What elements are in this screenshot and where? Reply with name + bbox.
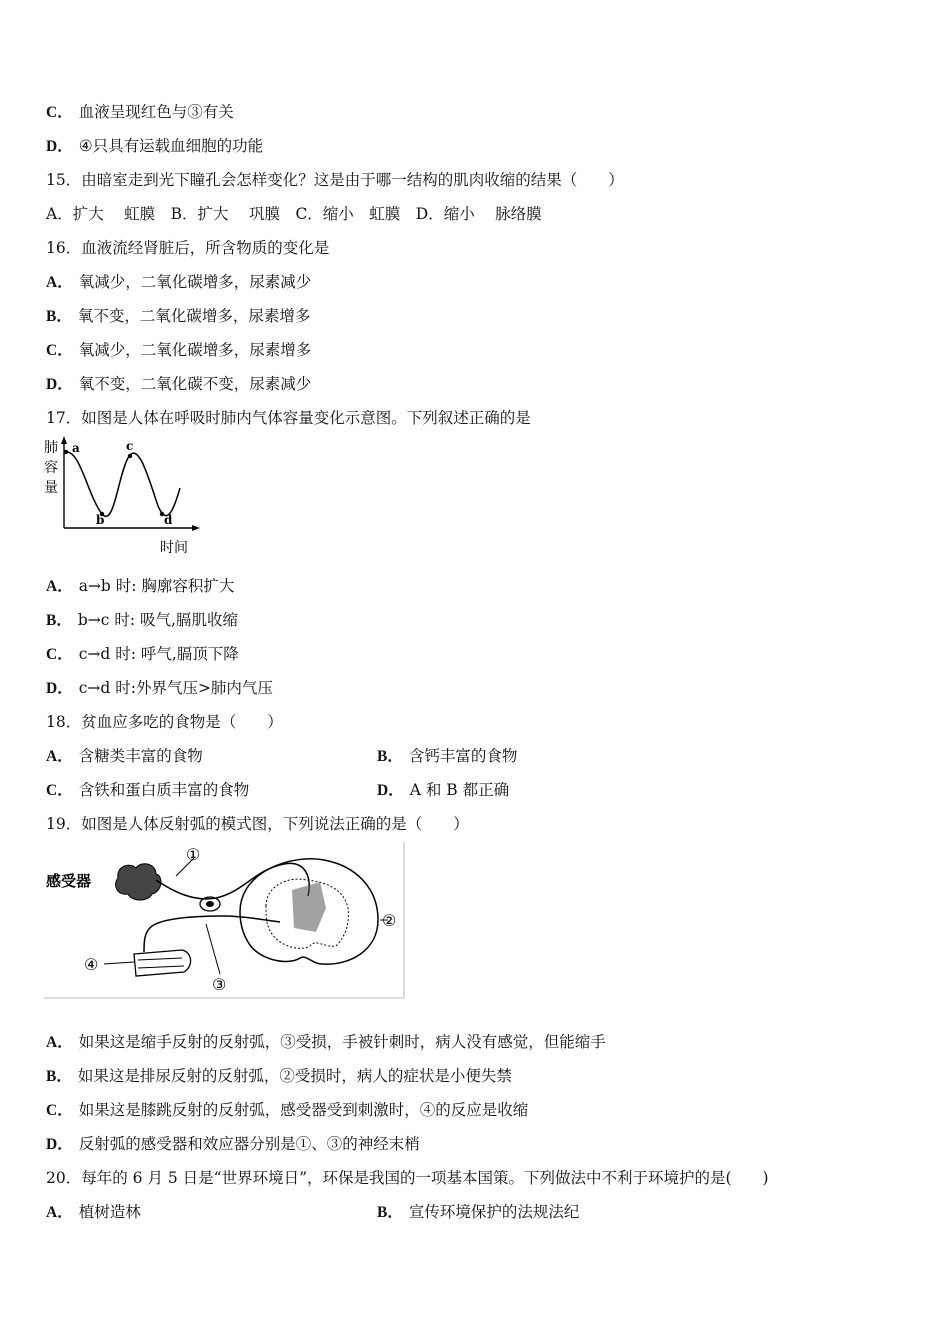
option-label: B．	[46, 1068, 72, 1085]
option-text: 反射弧的感受器和效应器分别是①、③的神经末梢	[78, 1135, 420, 1153]
option-text: 宣传环境保护的法规法纪	[408, 1203, 580, 1221]
option-label: D．	[377, 782, 404, 799]
option-label: B．	[377, 748, 403, 765]
option-text: 氧减少，二氧化碳增多，尿素增多	[78, 341, 312, 359]
option-text: b→c 时: 吸气,膈肌收缩	[77, 611, 238, 629]
grey-matter-shading	[292, 882, 326, 932]
q15-stem: 15．由暗室走到光下瞳孔会怎样变化？这是由于哪一结构的肌肉收缩的结果（ ）	[46, 171, 624, 189]
effector-shape	[134, 950, 191, 976]
option-text: 含铁和蛋白质丰富的食物	[78, 781, 250, 799]
point-a-label: a	[72, 441, 80, 455]
mark-2: ②	[382, 911, 397, 930]
pointer-4	[104, 962, 134, 964]
option-text: 血液呈现红色与③有关	[78, 103, 234, 121]
q18-option-a	[46, 746, 203, 767]
q19-option-c	[46, 1100, 528, 1121]
option-label: C．	[46, 646, 73, 663]
option-label: A．	[46, 1034, 73, 1051]
q17-stem: 17．如图是人体在呼吸时肺内气体容量变化示意图。下列叙述正确的是	[46, 409, 531, 427]
option-text: a→b 时: 胸廓容积扩大	[78, 577, 235, 595]
option-label: B．	[46, 308, 72, 325]
q19-option-d	[46, 1134, 420, 1155]
option-label: C．	[46, 104, 73, 121]
point-a-dot	[64, 450, 68, 454]
option-text: c→d 时:外界气压>肺内气压	[78, 679, 273, 697]
ganglion-body	[206, 901, 214, 907]
q20-option-a	[46, 1202, 141, 1223]
volume-curve	[66, 452, 180, 516]
option-text: ④只具有运载血细胞的功能	[78, 137, 264, 155]
option-text: 含糖类丰富的食物	[78, 747, 203, 765]
q15-options	[46, 204, 542, 224]
option-label: C．	[46, 1102, 73, 1119]
point-c-dot	[128, 454, 132, 458]
option-text: 如果这是排尿反射的反射弧，②受损时，病人的症状是小便失禁	[77, 1067, 512, 1085]
option-label: A．	[46, 578, 73, 595]
q18-stem: 18．贫血应多吃的食物是（ ）	[46, 713, 283, 731]
q16-option-d	[46, 374, 311, 395]
option-label: C．	[46, 342, 73, 359]
q17-option-a	[46, 576, 234, 597]
q18-option-d	[377, 780, 509, 801]
option-label: D．	[46, 1136, 73, 1153]
option-text: 如果这是膝跳反射的反射弧，感受器受到刺激时，④的反应是收缩	[78, 1101, 529, 1119]
option-label: B．	[377, 1204, 403, 1221]
option-label: D．	[46, 376, 73, 393]
y-label-3: 量	[44, 480, 58, 496]
x-axis-arrow	[192, 525, 200, 531]
option-text: 含钙丰富的食物	[408, 747, 518, 765]
option-label: D．	[46, 138, 73, 155]
option-text: 如果这是缩手反射的反射弧，③受损，手被针刺时，病人没有感觉，但能缩手	[78, 1033, 606, 1051]
mark-4: ④	[84, 955, 99, 974]
option-label: A．	[46, 748, 73, 765]
mark-3: ③	[212, 975, 227, 994]
q16-option-c	[46, 340, 311, 361]
mark-1: ①	[186, 845, 201, 864]
q20-stem: 20．每年的 6 月 5 日是“世界环境日”，环保是我国的一项基本国策。下列做法中不利于环境护的是( )	[46, 1169, 769, 1187]
q20-option-b	[377, 1202, 579, 1223]
q16-stem: 16．血液流经肾脏后，所含物质的变化是	[46, 239, 330, 257]
q16-option-b	[46, 306, 310, 327]
point-b-label: b	[96, 513, 105, 527]
q14-option-c	[46, 102, 234, 123]
q17-option-c	[46, 644, 239, 665]
point-d-label: d	[164, 513, 173, 527]
y-label-2: 容	[44, 460, 58, 476]
option-text: c→d 时: 呼气,膈顶下降	[78, 645, 239, 663]
option-text: 植树造林	[78, 1203, 141, 1221]
option-label: C．	[46, 782, 73, 799]
option-label: A．	[46, 1204, 73, 1221]
receptor-shape	[116, 864, 161, 900]
q14-option-d	[46, 136, 263, 157]
y-label-1: 肺	[44, 440, 58, 456]
option-text: 氧减少，二氧化碳增多，尿素减少	[78, 273, 312, 291]
option-text: A 和 B 都正确	[409, 781, 510, 799]
reflex-arc-figure	[44, 842, 406, 1000]
option-label: B．	[46, 612, 72, 629]
q16-option-a	[46, 272, 311, 293]
option-label: A．	[46, 274, 73, 291]
point-c-label: c	[126, 439, 134, 453]
q19-option-b	[46, 1066, 512, 1087]
effector-fiber-2	[138, 966, 184, 968]
lung-volume-figure	[40, 436, 210, 558]
option-text: 氧不变，二氧化碳不变，尿素减少	[78, 375, 312, 393]
q15-options-text: A．扩大 虹膜 B．扩大 巩膜 C．缩小 虹膜 D．缩小 脉络膜	[46, 205, 542, 223]
afferent-nerve	[156, 863, 309, 898]
option-label: D．	[46, 680, 73, 697]
q19-stem: 19．如图是人体反射弧的模式图，下列说法正确的是（ ）	[46, 815, 469, 833]
effector-fiber-1	[138, 958, 182, 960]
y-axis-arrow	[61, 436, 67, 444]
q18-option-b	[377, 746, 517, 767]
pointer-3	[206, 924, 220, 974]
x-label: 时间	[160, 540, 188, 556]
q19-option-a	[46, 1032, 606, 1053]
receptor-label: 感受器	[46, 872, 92, 890]
q18-option-c	[46, 780, 249, 801]
option-text: 氧不变，二氧化碳增多，尿素增多	[77, 307, 311, 325]
q17-option-d	[46, 678, 273, 699]
q17-option-b	[46, 610, 238, 631]
